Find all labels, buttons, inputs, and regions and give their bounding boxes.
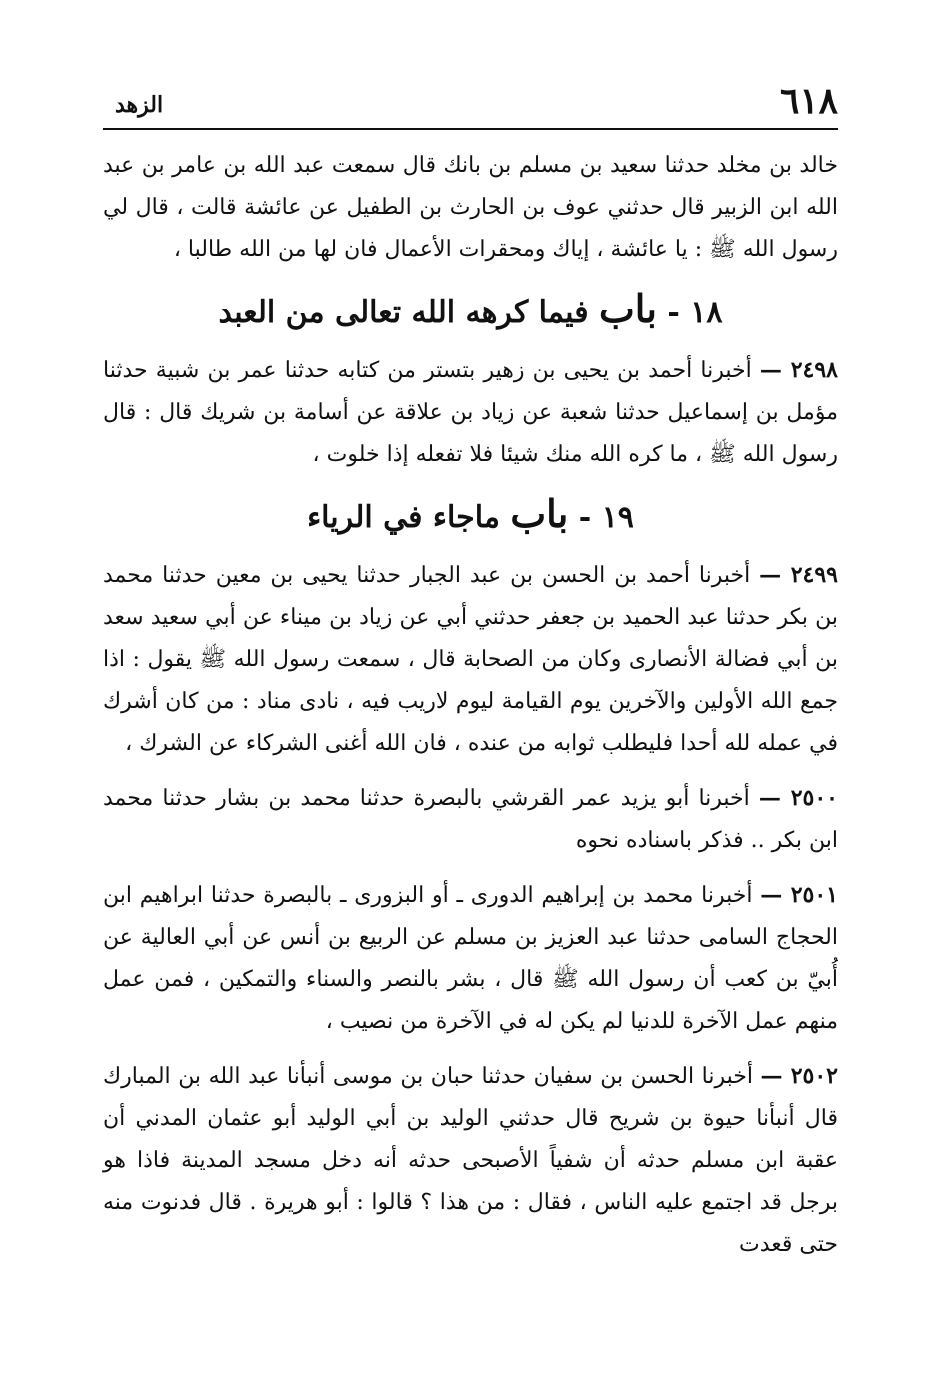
hadith-number: ٢٥٠١ —	[760, 882, 838, 908]
hadith-text: أخبرنا أحمد بن الحسن بن عبد الجبار حدثنا يحيى بن معين حدثنا محمد بن بكر حدثنا عبد الحميد بن جعفر حدثني أبي عن زياد بن ميناء عن أبي سعيد سعد بن أبي فضالة الأنصارى وكان من الصحابة قال ، سمعت رسول الله ﷺ يقول : اذا جمع الله الأولين والآخرين يوم القيامة ليوم لاريب فيه ، نادى مناد : من كان أشرك في عمله لله أحدا فليطلب ثوابه من عنده ، فان الله أغنى الشركاء عن الشرك ،	[103, 563, 838, 756]
hadith-number: ٢٥٠٢ —	[760, 1063, 838, 1089]
paragraph-text: خالد بن مخلد حدثنا سعيد بن مسلم بن بانك قال سمعت عبد الله بن عامر بن عبد الله ابن الزبير قال حدثني عوف بن الحارث بن الطفيل عن عائشة قالت ، قال لي رسول الله ﷺ : يا عائشة ، إياك ومحقرات الأعمال فان لها من الله طالبا ،	[103, 153, 838, 262]
hadith-text: أخبرنا أبو يزيد عمر القرشي بالبصرة حدثنا محمد بن بشار حدثنا محمد ابن بكر .. فذكر باسناده نحوه	[103, 786, 838, 853]
hadith-text: أخبرنا أحمد بن يحيى بن زهير بتستر من كتابه حدثنا عمر بن شبية حدثنا مؤمل بن إسماعيل حدثنا شعبة عن زياد بن علاقة عن أسامة بن شريك قال : قال رسول الله ﷺ ، ما كره الله منك شيئا فلا تفعله إذا خلوت ،	[103, 358, 838, 467]
hadith-2502	[103, 1055, 838, 1266]
heading-number: ١٩ -	[578, 500, 634, 535]
hadith-number: ٢٤٩٩ —	[759, 562, 838, 588]
hadith-number: ٢٥٠٠ —	[758, 785, 838, 811]
hadith-2500	[103, 777, 838, 862]
heading-title: فيما كرهه الله تعالى من العبد	[218, 295, 589, 330]
hadith-2499	[103, 554, 838, 765]
page-header	[103, 78, 838, 130]
heading-title: ماجاء في الرياء	[307, 500, 500, 535]
section-heading-18	[103, 279, 838, 343]
heading-bab: باب	[510, 491, 569, 536]
page-number: ٦١٨	[779, 80, 838, 122]
hadith-2498	[103, 349, 838, 476]
running-head: الزهد	[115, 92, 164, 118]
section-heading-19	[103, 484, 838, 548]
paragraph-continued	[103, 145, 838, 271]
hadith-text: أخبرنا محمد بن إبراهيم الدورى ـ أو البزورى ـ بالبصرة حدثنا ابراهيم ابن الحجاج السامى حدثنا عبد العزيز بن مسلم عن الربيع بن أنس عن أبي العالية عن أُبيّ بن كعب أن رسول الله ﷺ قال ، بشر بالنصر والسناء والتمكين ، فمن عمل منهم عمل الآخرة للدنيا لم يكن له في الآخرة من نصيب ،	[103, 883, 838, 1034]
hadith-text: أخبرنا الحسن بن سفيان حدثنا حبان بن موسى أنبأنا عبد الله بن المبارك قال أنبأنا حيوة بن شريح قال حدثني الوليد بن أبي الوليد أبو عثمان المدني أن عقبة ابن مسلم حدثه أن شفياً الأصبحى حدثه أنه دخل مسجد المدينة فاذا هو برجل قد اجتمع عليه الناس ، فقال : من هذا ؟ قالوا : أبو هريرة . قال فدنوت منه حتى قعدت	[103, 1064, 838, 1257]
hadith-number: ٢٤٩٨ —	[759, 357, 838, 383]
hadith-2501	[103, 874, 838, 1043]
heading-number: ١٨ -	[667, 295, 723, 330]
heading-bab: باب	[599, 286, 657, 331]
page-body	[103, 145, 838, 1266]
